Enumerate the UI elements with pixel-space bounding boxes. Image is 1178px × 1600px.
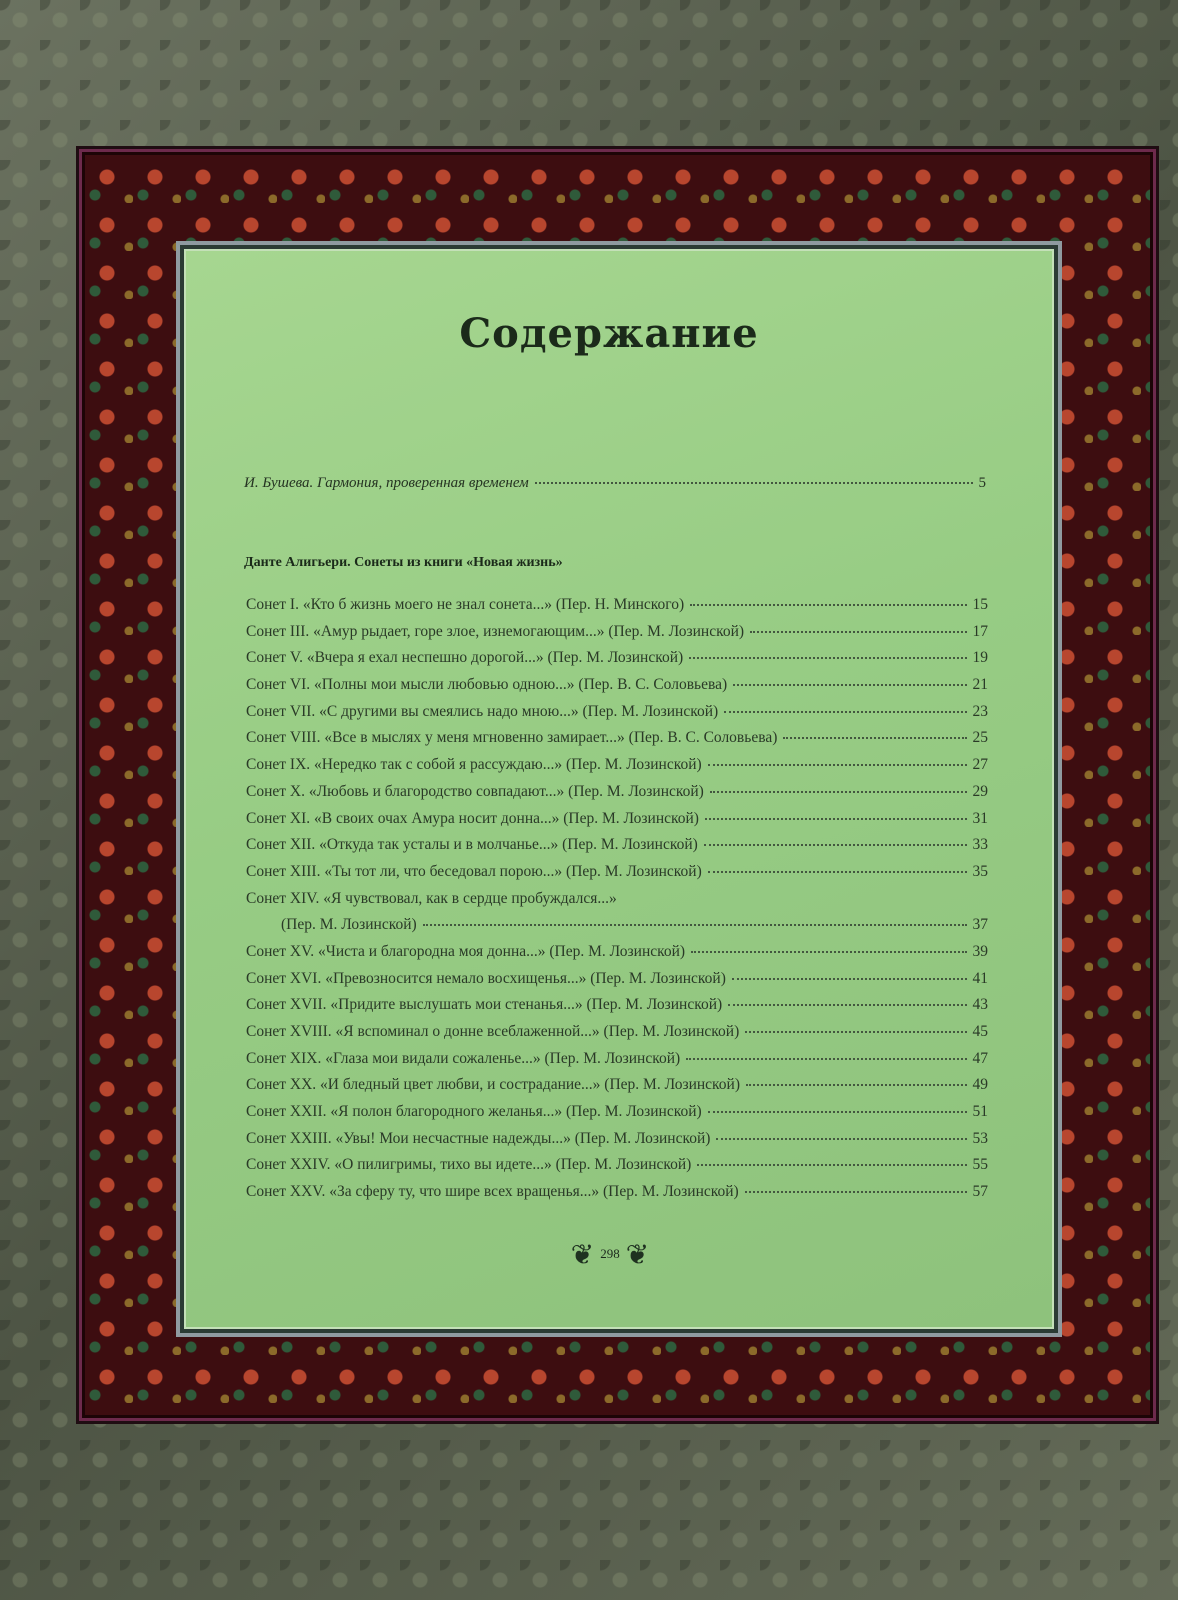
toc-entry <box>246 649 988 676</box>
toc-entry-title: Сонет XI. «В своих очах Амура носит донна...» (Пер. М. Лозинской) <box>246 809 699 827</box>
toc-entry-title: Сонет XIX. «Глаза мои видали сожаленье...» (Пер. М. Лозинской) <box>246 1049 681 1067</box>
dot-leader <box>686 1058 966 1060</box>
toc-entry-page: 41 <box>972 969 988 987</box>
toc-entry-title: Сонет I. «Кто б жизнь моего не знал сонета...» (Пер. Н. Минского) <box>246 596 685 613</box>
dot-leader <box>423 924 967 926</box>
toc-entry-page: 55 <box>972 1156 988 1174</box>
toc-entry-title: Сонет XXV. «За сферу ту, что шире всех вращенья...» (Пер. М. Лозинской) <box>246 1183 739 1201</box>
dot-leader <box>728 1004 966 1006</box>
dot-leader <box>689 657 966 659</box>
toc-entry-translator: (Пер. М. Лозинской) <box>281 916 417 934</box>
dot-leader <box>783 737 966 739</box>
toc-entry-title: Сонет X. «Любовь и благородство совпадают...» (Пер. М. Лозинской) <box>246 782 704 800</box>
dot-leader <box>716 1138 966 1140</box>
toc-entry-title: Сонет XVIII. «Я вспоминал о донне всеблаженной...» (Пер. М. Лозинской) <box>246 1023 740 1041</box>
toc-entry-page: 33 <box>972 836 988 854</box>
intro-page: 5 <box>978 475 986 491</box>
toc-entry-page: 29 <box>972 782 988 800</box>
toc-entry-title: Сонет XV. «Чиста и благородна моя донна...» (Пер. М. Лозинской) <box>246 942 686 960</box>
toc-entry-page: 39 <box>972 942 988 960</box>
toc-entry <box>246 623 988 650</box>
dot-leader <box>750 631 966 633</box>
toc-entry-title: Сонет XVI. «Превозносится немало восхищенья...» (Пер. М. Лозинской) <box>246 969 726 987</box>
toc-entry-page: 57 <box>972 1183 988 1201</box>
page-number: 298 <box>600 1246 620 1261</box>
toc-entry-page: 43 <box>972 996 988 1014</box>
toc-entry-page: 51 <box>972 1103 988 1121</box>
dot-leader <box>745 1031 966 1033</box>
toc-entry <box>246 703 988 730</box>
toc-entry-page: 37 <box>972 916 988 934</box>
toc-entry <box>246 1076 988 1103</box>
toc-entry-title: Сонет XVII. «Придите выслушать мои стенанья...» (Пер. М. Лозинской) <box>246 996 723 1014</box>
toc-entry <box>246 943 988 970</box>
dot-leader <box>724 711 966 713</box>
page-title: Содержание <box>459 310 759 357</box>
toc-entry <box>246 890 988 943</box>
toc-entry-title: Сонет XXIII. «Увы! Мои несчастные надежды...» (Пер. М. Лозинской) <box>246 1129 711 1147</box>
toc-entry-title: Сонет VIII. «Все в мыслях у меня мгновенно замирает...» (Пер. В. С. Соловьева) <box>246 729 778 747</box>
toc-entry-title: Сонет VI. «Полны мои мысли любовью одною...» (Пер. В. С. Соловьева) <box>246 676 728 694</box>
ornament-right-icon: ❦ <box>625 1237 650 1271</box>
toc-entry <box>246 970 988 997</box>
dot-leader <box>535 482 973 484</box>
toc-list <box>246 596 988 1210</box>
toc-entry-title: Сонет III. «Амур рыдает, горе злое, изнемогающим...» (Пер. М. Лозинской) <box>246 622 745 640</box>
dot-leader <box>708 871 967 873</box>
toc-entry-page: 23 <box>972 702 988 720</box>
intro-entry <box>244 475 986 492</box>
toc-entry-title: Сонет VII. «С другими вы смеялись надо мною...» (Пер. М. Лозинской) <box>246 702 719 720</box>
dot-leader <box>732 978 967 980</box>
page-footer <box>540 1234 680 1274</box>
toc-entry-page: 15 <box>972 596 988 613</box>
toc-entry <box>246 1130 988 1157</box>
toc-entry-page: 45 <box>972 1023 988 1041</box>
toc-entry <box>246 1103 988 1130</box>
toc-entry <box>246 676 988 703</box>
dot-leader <box>708 1111 967 1113</box>
toc-entry <box>246 810 988 837</box>
toc-entry <box>246 1050 988 1077</box>
toc-entry <box>246 1156 988 1183</box>
toc-entry-title: Сонет XXII. «Я полон благородного желанья...» (Пер. М. Лозинской) <box>246 1103 702 1121</box>
toc-entry-title: Сонет XIV. «Я чувствовал, как в сердце пробуждался...» <box>246 889 617 907</box>
toc-entry <box>246 596 988 623</box>
dot-leader <box>746 1084 967 1086</box>
toc-entry <box>246 1023 988 1050</box>
toc-entry-title: Сонет IX. «Нередко так с собой я рассуждаю...» (Пер. М. Лозинской) <box>246 756 702 774</box>
toc-entry <box>246 1183 988 1210</box>
toc-entry-page: 47 <box>972 1049 988 1067</box>
toc-entry-page: 21 <box>972 676 988 694</box>
dot-leader <box>690 604 966 606</box>
toc-entry-title: Сонет V. «Вчера я ехал неспешно дорогой...» (Пер. М. Лозинской) <box>246 649 684 667</box>
toc-entry-page: 31 <box>972 809 988 827</box>
intro-label: И. Бушева. Гармония, проверенная временем <box>244 475 529 491</box>
toc-entry-title: Сонет XII. «Откуда так усталы и в молчанье...» (Пер. М. Лозинской) <box>246 836 698 854</box>
dot-leader <box>710 791 967 793</box>
toc-entry <box>246 996 988 1023</box>
toc-entry <box>246 836 988 863</box>
toc-entry-page: 17 <box>972 622 988 640</box>
toc-entry <box>246 756 988 783</box>
dot-leader <box>705 818 967 820</box>
section-title: Данте Алигьери. Сонеты из книги «Новая жизнь» <box>244 555 563 570</box>
toc-entry <box>246 863 988 890</box>
toc-entry <box>246 729 988 756</box>
dot-leader <box>691 951 966 953</box>
ornament-left-icon: ❦ <box>570 1237 595 1271</box>
dot-leader <box>745 1191 967 1193</box>
dot-leader <box>697 1164 966 1166</box>
toc-entry-page: 49 <box>972 1076 988 1094</box>
dot-leader <box>704 844 967 846</box>
dot-leader <box>708 764 967 766</box>
toc-entry-title: Сонет XXIV. «О пилигримы, тихо вы идете...» (Пер. М. Лозинской) <box>246 1156 692 1174</box>
dot-leader <box>733 684 966 686</box>
toc-entry-title: Сонет XX. «И бледный цвет любви, и сострадание...» (Пер. М. Лозинской) <box>246 1076 740 1094</box>
toc-entry-title: Сонет XIII. «Ты тот ли, что беседовал порою...» (Пер. М. Лозинской) <box>246 862 702 880</box>
toc-entry <box>246 783 988 810</box>
toc-entry-page: 25 <box>972 729 988 747</box>
toc-entry-page: 53 <box>972 1129 988 1147</box>
toc-entry-continuation <box>246 916 988 943</box>
toc-entry-page: 27 <box>972 756 988 774</box>
toc-entry-page: 35 <box>972 862 988 880</box>
toc-entry-page: 19 <box>972 649 988 667</box>
